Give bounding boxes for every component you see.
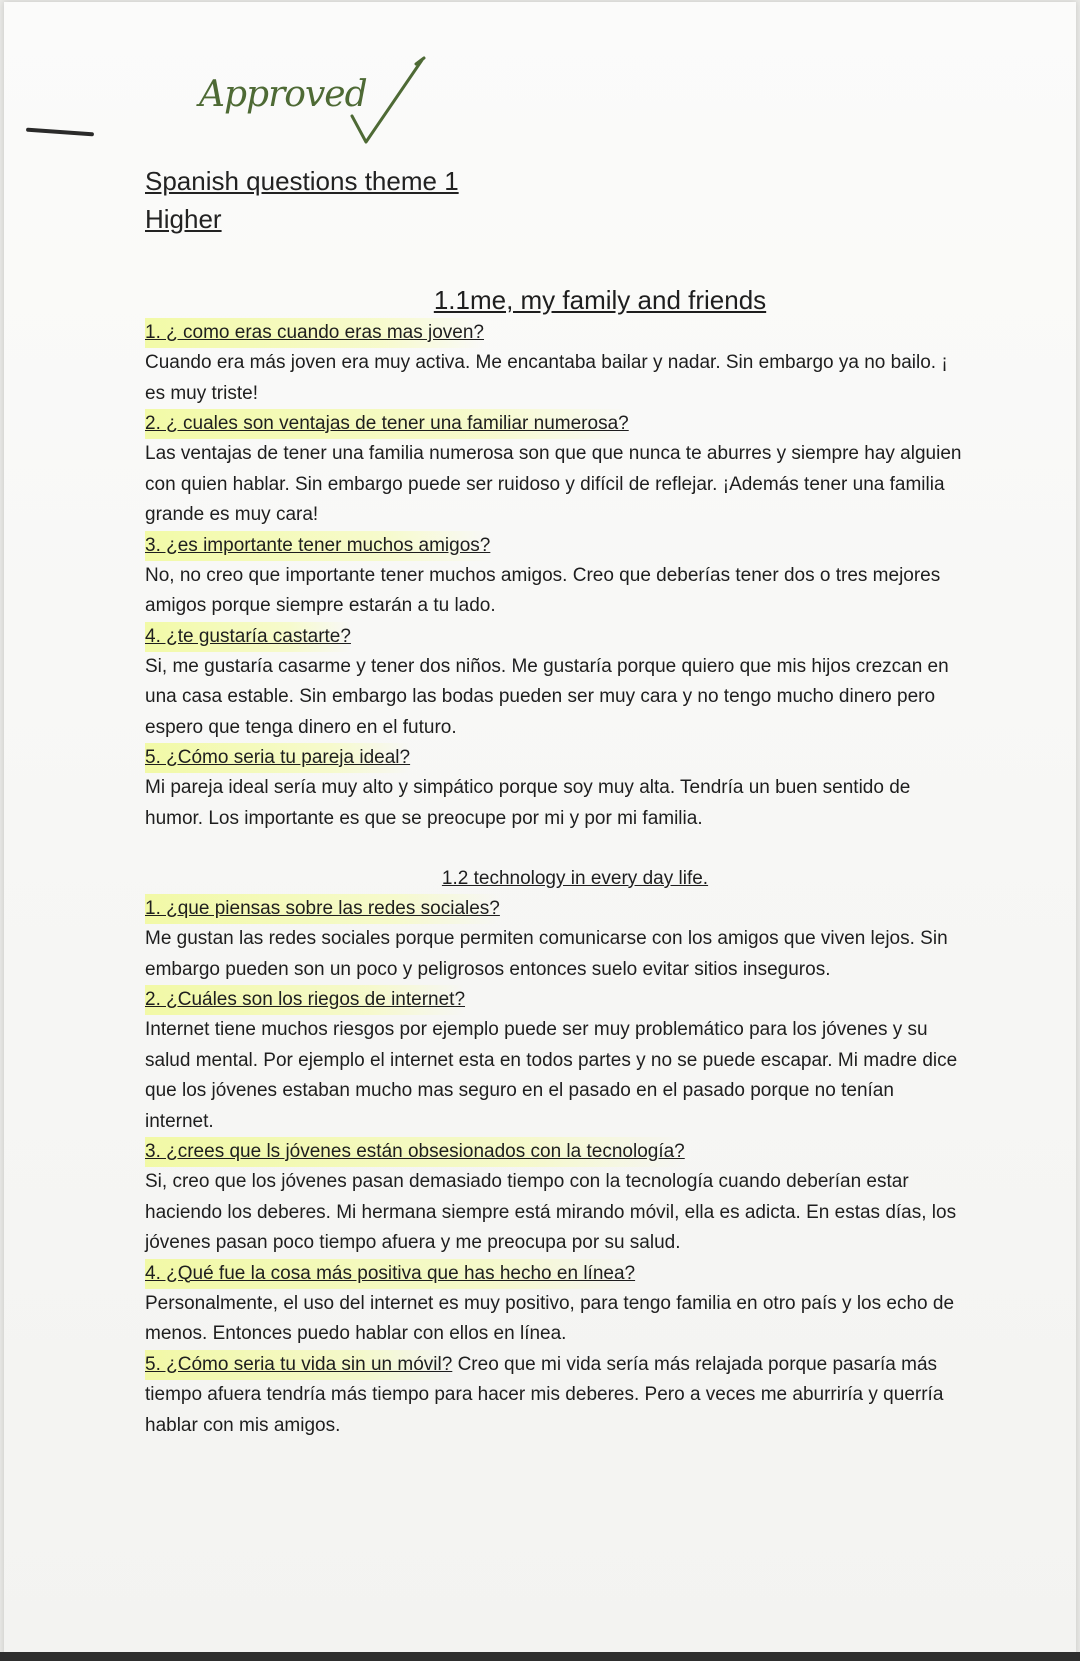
approval-annotation: [199, 54, 439, 154]
answer: Las ventajas de tener una familia numerosa son que que nunca te aburres y siempre hay alguien con quien hablar. Sin embargo puede ser ruidoso y difícil de reflejar. ¡Además tener una familia grande es muy cara!: [145, 443, 962, 525]
document-title: Spanish questions theme 1: [145, 166, 459, 196]
question: 2. ¿ cuales son ventajas de tener una familiar numerosa?: [145, 409, 629, 439]
section-technology: [145, 894, 965, 1441]
check-mark-icon: [344, 54, 434, 154]
qa-item: [145, 531, 965, 622]
section-title: 1.1me, my family and friends: [433, 285, 767, 315]
page-bottom-edge: [0, 1652, 1080, 1661]
qa-item: [145, 1259, 965, 1350]
section-family: [145, 318, 965, 834]
question: 2. ¿Cuáles son los riegos de internet?: [145, 985, 465, 1015]
question: 3. ¿crees que ls jóvenes están obsesionados con la tecnología?: [145, 1137, 685, 1167]
question: 4. ¿Qué fue la cosa más positiva que has hecho en línea?: [145, 1259, 635, 1289]
qa-item: [145, 409, 965, 531]
qa-item: [145, 318, 965, 409]
answer: Si, me gustaría casarme y tener dos niños. Me gustaría porque quiero que mis hijos crezcan en una casa estable. Sin embargo las bodas pueden ser muy cara y no tengo mucho dinero pero espero que tenga dinero en el futuro.: [145, 655, 949, 738]
question: 1. ¿ como eras cuando eras mas joven?: [145, 318, 484, 348]
document-content: [145, 162, 965, 1441]
answer: Creo que mi vida sería más relajada porque pasaría más tiempo afuera tendría más tiempo para hacer mis deberes. Pero a veces me aburriría y querría hablar con mis amigos.: [145, 1353, 944, 1436]
answer: No, no creo que importante tener muchos amigos. Creo que deberías tener dos o tres mejores amigos porque siempre estarán a tu lado.: [145, 564, 941, 616]
qa-item: [145, 743, 965, 834]
qa-item: [145, 1137, 965, 1259]
question: 5. ¿Cómo seria tu vida sin un móvil?: [145, 1350, 452, 1380]
answer: Cuando era más joven era muy activa. Me encantaba bailar y nadar. Sin embargo ya no bailo. ¡ es muy triste!: [145, 352, 948, 404]
approved-handwriting: Approved: [199, 74, 367, 115]
question: 4. ¿te gustaría castarte?: [145, 622, 351, 652]
answer: Mi pareja ideal sería muy alto y simpático porque soy muy alta. Tendría un buen sentido de humor. Los importante es que se preocupe por mi y por mi familia.: [145, 777, 911, 829]
answer: Si, creo que los jóvenes pasan demasiado tiempo con la tecnología cuando deberían estar haciendo los deberes. Mi hermana siempre está mirando móvil, ella es adicta. En estas días, los jóvenes pasan poco tiempo afuera y me preocupa por su salud.: [145, 1171, 957, 1253]
document-level: Higher: [145, 204, 222, 234]
pen-mark: [26, 128, 94, 137]
answer: Me gustan las redes sociales porque permiten comunicarse con los amigos que viven lejos. Sin embargo pueden son un poco y peligrosos entonces suelo evitar sitios inseguros.: [145, 928, 948, 980]
qa-item: [145, 894, 965, 985]
answer: Internet tiene muchos riesgos por ejemplo puede ser muy problemático para los jóvenes y su salud mental. Por ejemplo el internet esta en todos partes y no se puede escapar. Mi madre dice que los jóvenes estaban mucho mas seguro en el pasado en el pasado porque no tenían internet.: [145, 1019, 958, 1132]
answer: Personalmente, el uso del internet es muy positivo, para tengo familia en otro país y los echo de menos. Entonces puedo hablar con ellos en línea.: [145, 1292, 955, 1344]
question: 1. ¿que piensas sobre las redes sociales?: [145, 894, 500, 924]
qa-item: [145, 1350, 965, 1442]
qa-item: [145, 985, 965, 1137]
question: 5. ¿Cómo seria tu pareja ideal?: [145, 743, 410, 773]
question: 3. ¿es importante tener muchos amigos?: [145, 531, 490, 561]
paper-page: [4, 2, 1076, 1654]
section-title: 1.2 technology in every day life.: [441, 868, 709, 889]
qa-item: [145, 622, 965, 744]
